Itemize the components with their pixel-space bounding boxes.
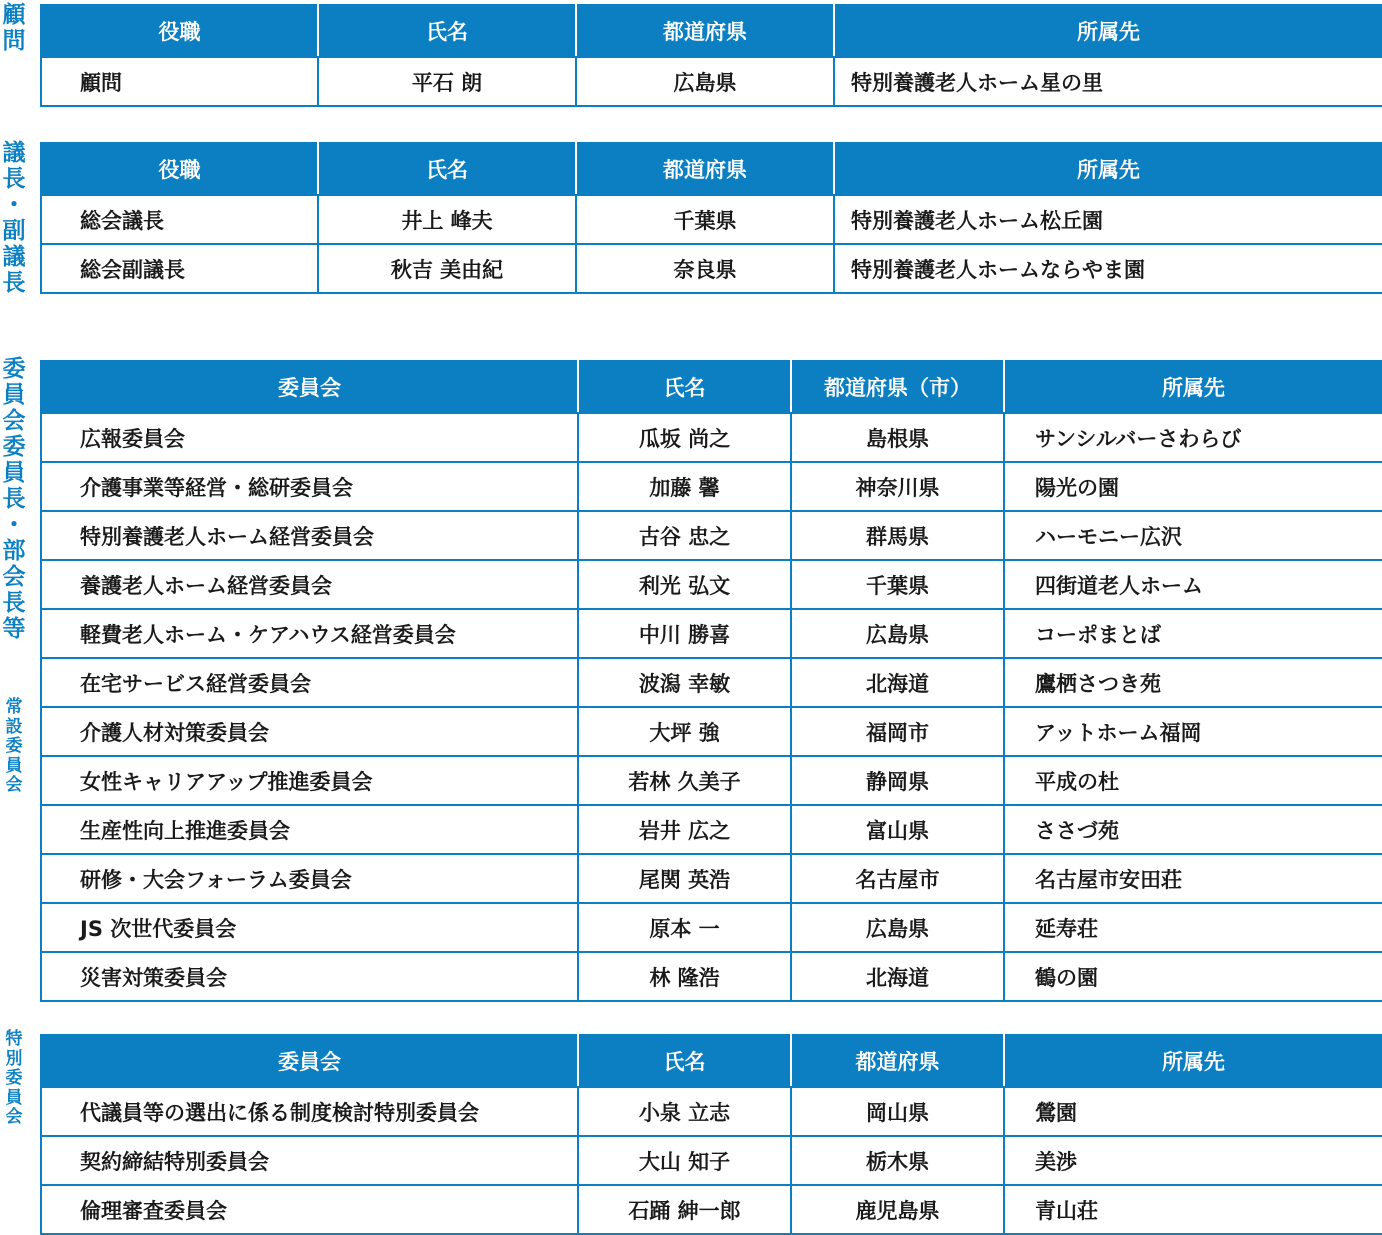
affiliation-cell: 特別養護老人ホーム松丘園	[834, 195, 1382, 244]
affiliation-cell: 延寿荘	[1004, 903, 1382, 952]
column-header: 都道府県	[791, 1035, 1004, 1087]
column-header: 氏名	[318, 143, 576, 195]
table-row	[41, 57, 1382, 106]
table-row	[41, 707, 1382, 756]
table-row	[41, 854, 1382, 903]
table-header-row	[41, 361, 1382, 413]
affiliation-cell: 名古屋市安田荘	[1004, 854, 1382, 903]
special-committee-table	[40, 1034, 1382, 1235]
prefecture-cell: 島根県	[791, 413, 1004, 462]
table-row	[41, 609, 1382, 658]
column-header: 氏名	[578, 361, 791, 413]
column-header: 役職	[41, 143, 318, 195]
affiliation-cell: 鶴の園	[1004, 952, 1382, 1001]
special-committee-section-label: 特 別 委 員 会	[5, 1029, 23, 1127]
committee-cell: 広報委員会	[80, 426, 185, 451]
table-row	[41, 511, 1382, 560]
column-header: 所属先	[834, 5, 1382, 57]
column-header: 都道府県（市）	[791, 361, 1004, 413]
affiliation-cell: ハーモニー広沢	[1004, 511, 1382, 560]
affiliation-cell: 青山荘	[1004, 1185, 1382, 1234]
prefecture-cell: 群馬県	[791, 511, 1004, 560]
table-header-row	[41, 5, 1382, 57]
name-cell: 石踊 紳一郎	[578, 1185, 791, 1234]
committee-cell: 介護事業等経営・総研委員会	[41, 462, 578, 511]
committee-cell: 在宅サービス経営委員会	[41, 658, 578, 707]
name-cell: 利光 弘文	[578, 560, 791, 609]
table-header-row	[41, 143, 1382, 195]
prefecture-cell: 栃木県	[791, 1136, 1004, 1185]
column-header: 氏名	[578, 1035, 791, 1087]
prefecture-cell: 広島県	[791, 609, 1004, 658]
column-header: 都道府県	[576, 143, 834, 195]
prefecture-cell: 名古屋市	[791, 854, 1004, 903]
name-cell: 小泉 立志	[578, 1087, 791, 1136]
name-cell: 波潟 幸敏	[578, 658, 791, 707]
column-header: 氏名	[318, 5, 576, 57]
name-cell: 中川 勝喜	[578, 609, 791, 658]
prefecture-cell: 富山県	[791, 805, 1004, 854]
affiliation-cell: コーポまとば	[1004, 609, 1382, 658]
table-row	[41, 1136, 1382, 1185]
prefecture-cell: 広島県	[576, 57, 834, 106]
affiliation-cell: 陽光の園	[1004, 462, 1382, 511]
name-cell: 瓜坂 尚之	[578, 413, 791, 462]
table-row	[41, 560, 1382, 609]
name-cell: 大山 知子	[578, 1136, 791, 1185]
affiliation-cell: 鶯園	[1004, 1087, 1382, 1136]
affiliation-cell: 特別養護老人ホームならやま園	[834, 244, 1382, 293]
affiliation-cell: ささづ苑	[1004, 805, 1382, 854]
prefecture-cell: 岡山県	[791, 1087, 1004, 1136]
affiliation-cell: 特別養護老人ホーム星の里	[834, 57, 1382, 106]
committee-cell: 軽費老人ホーム・ケアハウス経営委員会	[41, 609, 578, 658]
table-row	[41, 756, 1382, 805]
prefecture-cell: 北海道	[791, 658, 1004, 707]
committee-cell: 契約締結特別委員会	[41, 1136, 578, 1185]
column-header: 所属先	[834, 143, 1382, 195]
prefecture-cell: 奈良県	[576, 244, 834, 293]
table-row	[41, 805, 1382, 854]
affiliation-cell: 平成の杜	[1004, 756, 1382, 805]
name-cell: 若林 久美子	[578, 756, 791, 805]
committee-cell: 女性キャリアアップ推進委員会	[41, 756, 578, 805]
name-cell: 井上 峰夫	[318, 195, 576, 244]
name-cell: 平石 朗	[318, 57, 576, 106]
standing-committee-sublabel: 常 設 委 員 会	[5, 697, 23, 795]
table-row	[41, 903, 1382, 952]
committee-cell: 特別養護老人ホーム経営委員会	[41, 511, 578, 560]
role-cell: 総会副議長	[41, 244, 318, 293]
role-cell: 総会議長	[80, 208, 164, 233]
table-row	[41, 413, 1382, 462]
committee-cell: JS 次世代委員会	[41, 903, 578, 952]
column-header: 委員会	[41, 1035, 578, 1087]
name-cell: 秋吉 美由紀	[318, 244, 576, 293]
prefecture-cell: 広島県	[791, 903, 1004, 952]
committee-cell: 介護人材対策委員会	[41, 707, 578, 756]
table-row	[41, 244, 1382, 293]
committee-chairs-section-label: 委 員 会 委 員 長 ・ 部 会 長 等	[2, 356, 26, 642]
table-header-row	[41, 1035, 1382, 1087]
prefecture-cell: 福岡市	[791, 707, 1004, 756]
chair-section-label: 議 長 ・ 副 議 長	[2, 140, 26, 296]
prefecture-cell: 千葉県	[576, 195, 834, 244]
role-cell: 顧問	[80, 70, 122, 95]
name-cell: 林 隆浩	[578, 952, 791, 1001]
affiliation-cell: アットホーム福岡	[1004, 707, 1382, 756]
prefecture-cell: 北海道	[791, 952, 1004, 1001]
affiliation-cell: 美渉	[1004, 1136, 1382, 1185]
table-row	[41, 658, 1382, 707]
chair-table	[40, 142, 1382, 294]
name-cell: 加藤 馨	[578, 462, 791, 511]
standing-committee-table	[40, 360, 1382, 1002]
advisor-table	[40, 4, 1382, 107]
name-cell: 原本 一	[578, 903, 791, 952]
committee-cell: 代議員等の選出に係る制度検討特別委員会	[80, 1100, 479, 1125]
name-cell: 岩井 広之	[578, 805, 791, 854]
column-header: 所属先	[1004, 361, 1382, 413]
committee-cell: 生産性向上推進委員会	[41, 805, 578, 854]
affiliation-cell: サンシルバーさわらび	[1004, 413, 1382, 462]
committee-cell: 研修・大会フォーラム委員会	[41, 854, 578, 903]
table-row	[41, 1185, 1382, 1234]
column-header: 都道府県	[576, 5, 834, 57]
advisor-section-label: 顧 問	[2, 2, 26, 54]
table-row	[41, 462, 1382, 511]
committee-cell: 倫理審査委員会	[41, 1185, 578, 1234]
table-row	[41, 952, 1382, 1001]
name-cell: 大坪 強	[578, 707, 791, 756]
affiliation-cell: 鷹栖さつき苑	[1004, 658, 1382, 707]
prefecture-cell: 神奈川県	[791, 462, 1004, 511]
column-header: 役職	[41, 5, 318, 57]
prefecture-cell: 鹿児島県	[791, 1185, 1004, 1234]
table-row	[41, 1087, 1382, 1136]
committee-cell: 養護老人ホーム経営委員会	[41, 560, 578, 609]
prefecture-cell: 千葉県	[791, 560, 1004, 609]
column-header: 所属先	[1004, 1035, 1382, 1087]
committee-cell: 災害対策委員会	[41, 952, 578, 1001]
prefecture-cell: 静岡県	[791, 756, 1004, 805]
column-header: 委員会	[41, 361, 578, 413]
name-cell: 古谷 忠之	[578, 511, 791, 560]
affiliation-cell: 四街道老人ホーム	[1004, 560, 1382, 609]
table-row	[41, 195, 1382, 244]
name-cell: 尾関 英浩	[578, 854, 791, 903]
